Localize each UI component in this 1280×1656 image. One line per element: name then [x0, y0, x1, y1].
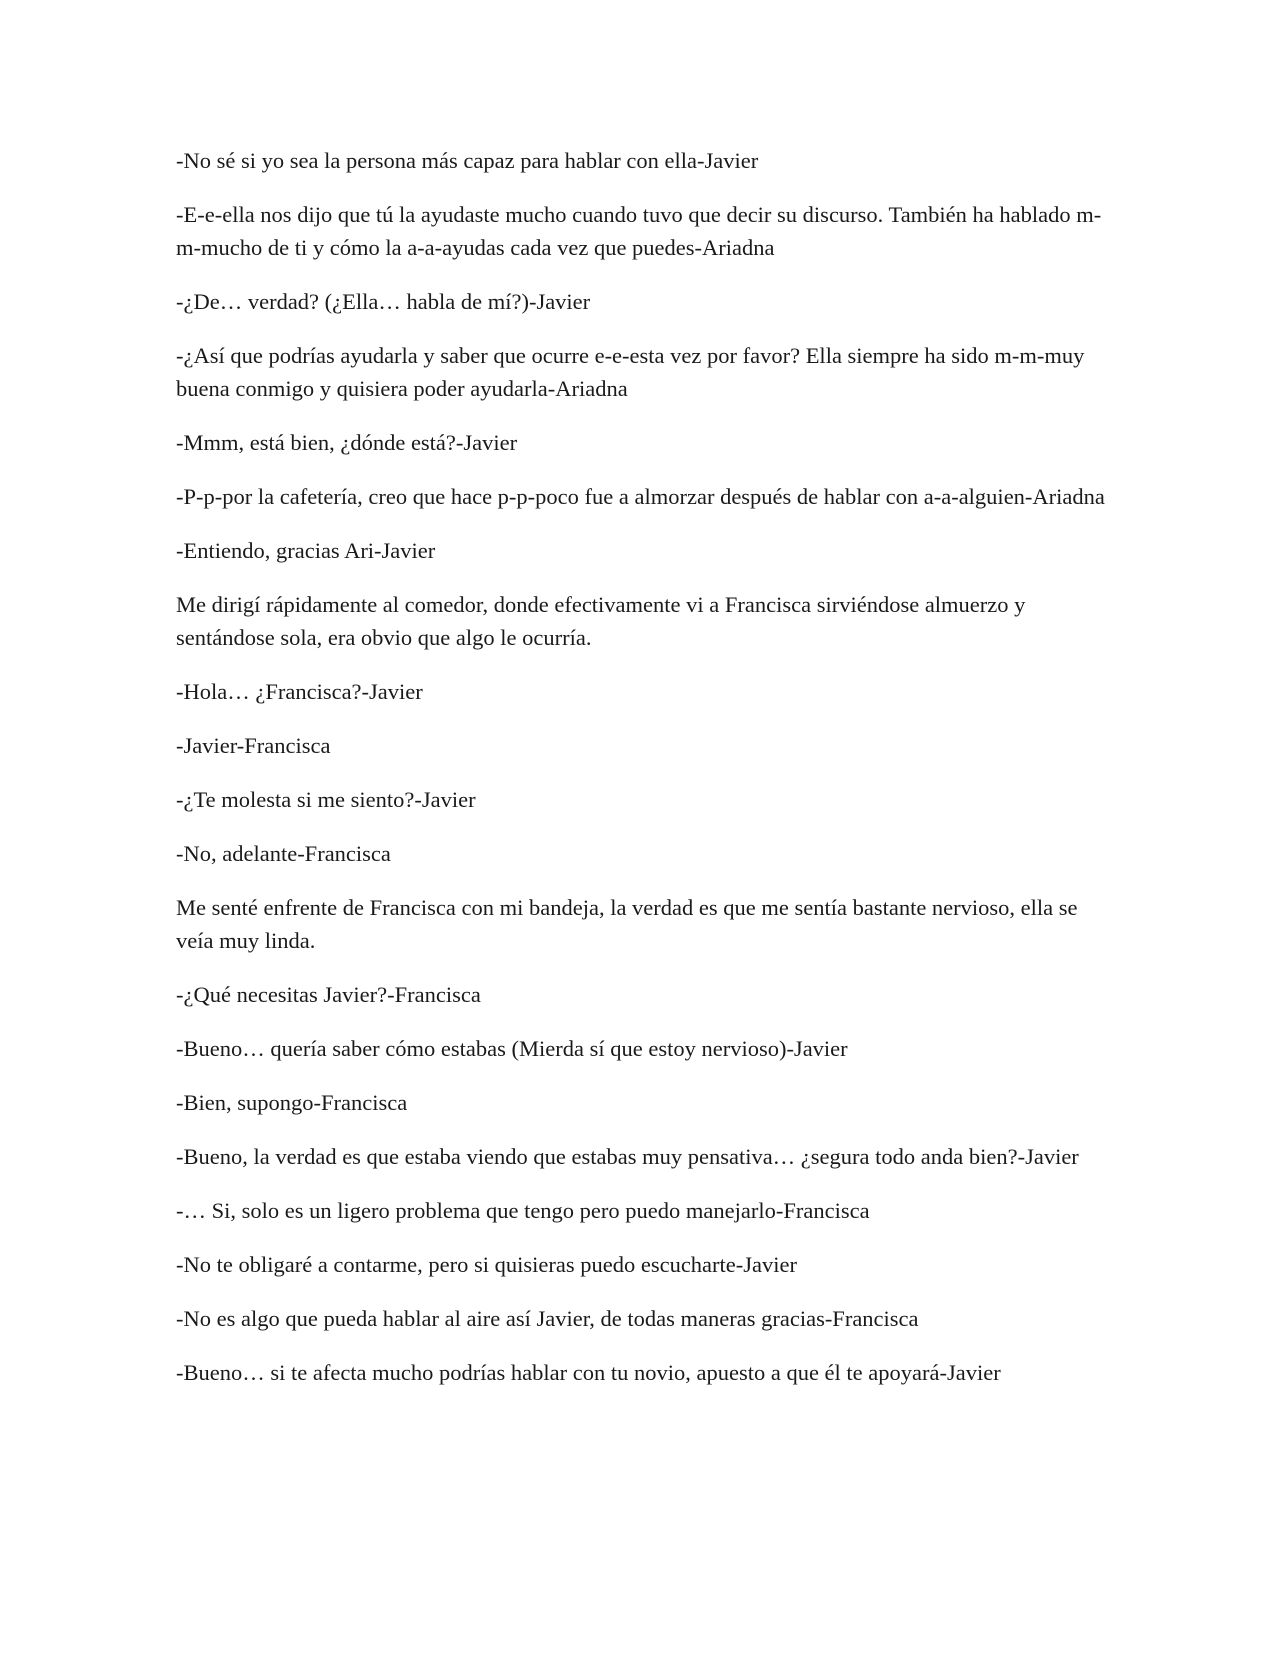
paragraph: -¿De… verdad? (¿Ella… habla de mí?)-Javier	[176, 289, 591, 314]
paragraph: -¿Así que podrías ayudarla y saber que ocurre e-e-esta vez por favor? Ella siempre ha sido m-m-muy buena conmigo y quisiera poder ayudarla-Ariadna	[176, 343, 1085, 401]
paragraph: -P-p-por la cafetería, creo que hace p-p-poco fue a almorzar después de hablar con a-a-alguien-Ariadna	[176, 484, 1105, 509]
paragraph: -… Si, solo es un ligero problema que tengo pero puedo manejarlo-Francisca	[176, 1198, 870, 1223]
paragraph: -No sé si yo sea la persona más capaz para hablar con ella-Javier	[176, 148, 759, 173]
paragraph: -¿Qué necesitas Javier?-Francisca	[176, 982, 481, 1007]
paragraph: Me dirigí rápidamente al comedor, donde efectivamente vi a Francisca sirviéndose almuerzo y sentándose sola, era obvio que algo le ocurría.	[176, 592, 1026, 650]
paragraph: Me senté enfrente de Francisca con mi bandeja, la verdad es que me sentía bastante nervioso, ella se veía muy linda.	[176, 895, 1078, 953]
paragraph: -Javier-Francisca	[176, 733, 331, 758]
paragraph: -Entiendo, gracias Ari-Javier	[176, 538, 436, 563]
paragraph: -Bueno… si te afecta mucho podrías hablar con tu novio, apuesto a que él te apoyará-Javier	[176, 1360, 1001, 1385]
paragraph: -No, adelante-Francisca	[176, 841, 391, 866]
paragraph: -E-e-ella nos dijo que tú la ayudaste mucho cuando tuvo que decir su discurso. También ha hablado m-m-mucho de ti y cómo la a-a-ayudas cada vez que puedes-Ariadna	[176, 202, 1102, 260]
paragraph: -Bueno, la verdad es que estaba viendo que estabas muy pensativa… ¿segura todo anda bien?-Javier	[176, 1144, 1079, 1169]
paragraph: -No es algo que pueda hablar al aire así Javier, de todas maneras gracias-Francisca	[176, 1306, 919, 1331]
paragraph: -Mmm, está bien, ¿dónde está?-Javier	[176, 430, 518, 455]
paragraph: -No te obligaré a contarme, pero si quisieras puedo escucharte-Javier	[176, 1252, 797, 1277]
paragraph: -Bien, supongo-Francisca	[176, 1090, 408, 1115]
paragraph: -Hola… ¿Francisca?-Javier	[176, 679, 423, 704]
paragraph: -Bueno… quería saber cómo estabas (Mierda sí que estoy nervioso)-Javier	[176, 1036, 848, 1061]
paragraph: -¿Te molesta si me siento?-Javier	[176, 787, 476, 812]
document-body	[176, 144, 1111, 1410]
